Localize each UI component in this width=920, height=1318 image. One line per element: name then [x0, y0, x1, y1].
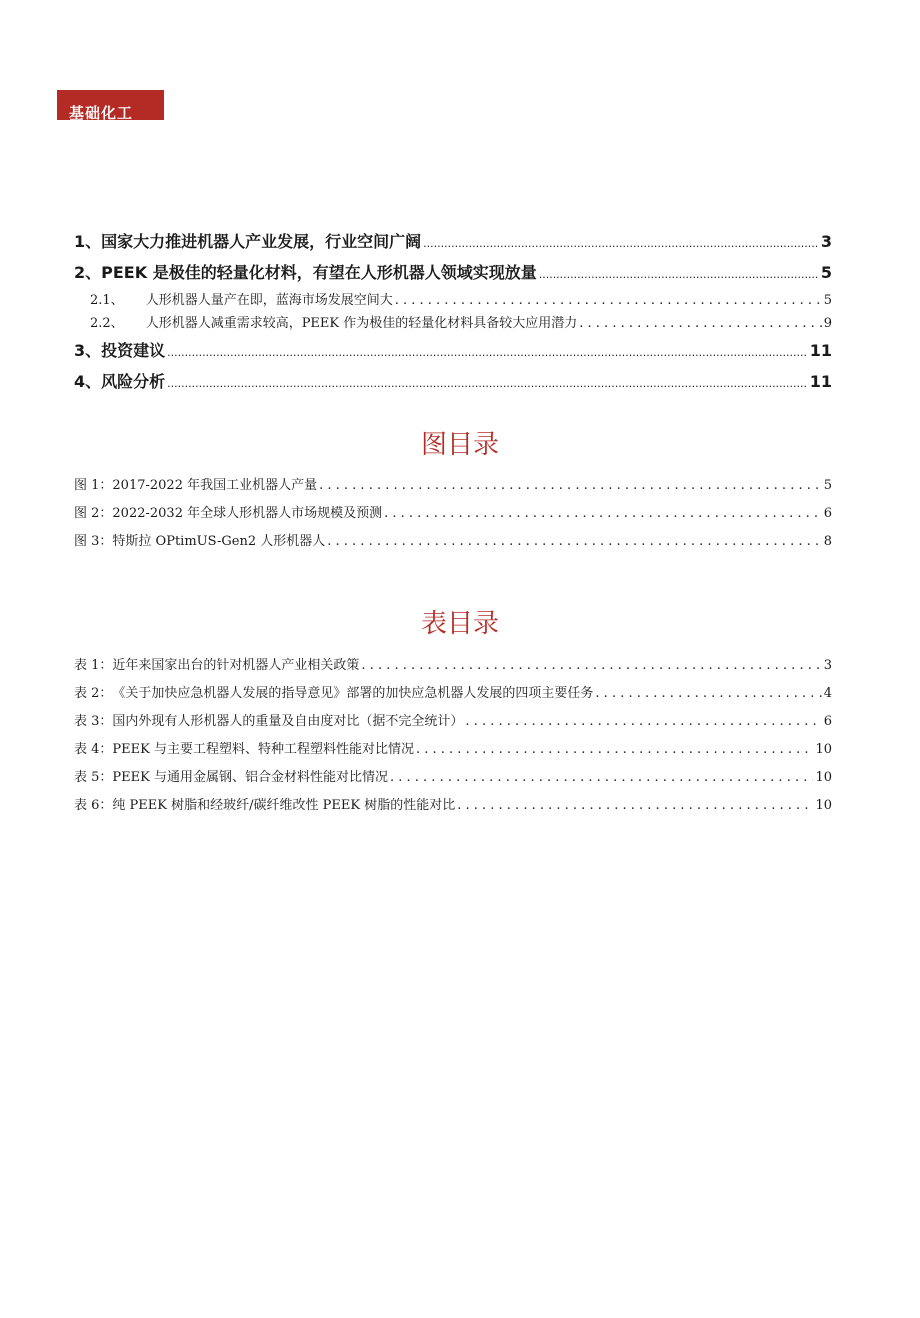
toc-entry[interactable]	[90, 312, 832, 331]
figures-heading: 图目录	[420, 430, 499, 460]
table-title: 《关于加快应急机器人发展的指导意见》部署的加快应急机器人发展的四项主要任务	[112, 686, 594, 701]
table-title: PEEK 与通用金属钢、铝合金材料性能对比情况	[112, 770, 388, 785]
figure-label: 图 1：	[74, 478, 113, 493]
table-title: 纯 PEEK 树脂和经玻纤/碳纤维改性 PEEK 树脂的性能对比	[112, 798, 456, 813]
toc-entry[interactable]	[74, 260, 832, 283]
toc-page: 11	[809, 341, 832, 360]
toc-number: 4、	[74, 372, 102, 391]
table-title: 国内外现有人形机器人的重量及自由度对比（据不完全统计）	[112, 714, 464, 729]
figure-title: 2017-2022 年我国工业机器人产量	[112, 478, 318, 493]
toc-number: 2、	[74, 263, 102, 282]
toc-entry[interactable]	[74, 229, 832, 252]
toc-title: 风险分析	[101, 372, 166, 391]
table-page: 6	[823, 714, 832, 729]
figure-page: 6	[823, 506, 832, 521]
table-page: 10	[815, 798, 832, 813]
figure-title: 特斯拉 OPtimUS-Gen2 人形机器人	[112, 534, 326, 549]
toc-page: 3	[820, 232, 832, 251]
toc-title: 人形机器人量产在即，蓝海市场发展空间大	[145, 293, 393, 308]
toc-title: 投资建议	[101, 341, 166, 360]
dot-leader	[395, 293, 822, 308]
table-label: 表 4：	[74, 742, 113, 757]
dot-leader	[361, 658, 821, 673]
dot-leader	[390, 770, 813, 785]
table-label: 表 2：	[74, 686, 113, 701]
toc-entry[interactable]	[90, 289, 832, 308]
dot-leader	[319, 478, 822, 493]
toc-entry[interactable]	[74, 369, 832, 392]
toc-number: 3、	[74, 341, 102, 360]
dot-leader	[416, 742, 813, 757]
toc-title: 人形机器人减重需求较高，PEEK 作为极佳的轻量化材料具备较大应用潜力	[145, 316, 578, 331]
dot-leader	[579, 316, 821, 331]
dot-leader	[327, 534, 821, 549]
dot-leader	[384, 506, 822, 521]
toc-page: 11	[809, 372, 832, 391]
toc-page: 9	[823, 316, 832, 331]
table-label: 表 3：	[74, 714, 113, 729]
section-tag-label: 基础化工	[69, 104, 134, 120]
table-entry[interactable]	[74, 654, 832, 673]
toc-number: 1、	[74, 232, 102, 251]
toc-entry[interactable]	[74, 338, 832, 361]
tables-heading: 表目录	[420, 609, 499, 639]
table-entry[interactable]	[74, 738, 832, 757]
table-page: 10	[815, 742, 832, 757]
figure-title: 2022-2032 年全球人形机器人市场规模及预测	[112, 506, 383, 521]
table-title: PEEK 与主要工程塑料、特种工程塑料性能对比情况	[112, 742, 414, 757]
table-label: 表 1：	[74, 658, 113, 673]
dot-leader	[539, 263, 819, 282]
figure-page: 5	[823, 478, 832, 493]
figure-page: 8	[823, 534, 832, 549]
toc-number: 2.1、	[90, 293, 124, 308]
dot-leader	[423, 232, 819, 251]
dot-leader	[167, 341, 808, 360]
table-label: 表 5：	[74, 770, 113, 785]
table-page: 10	[815, 770, 832, 785]
toc-title: PEEK 是极佳的轻量化材料，有望在人形机器人领域实现放量	[101, 263, 537, 282]
table-entry[interactable]	[74, 794, 832, 813]
section-tag	[57, 90, 164, 120]
table-page: 3	[823, 658, 832, 673]
toc-number: 2.2、	[90, 316, 124, 331]
dot-leader	[595, 686, 821, 701]
toc-page: 5	[823, 293, 832, 308]
figure-label: 图 2：	[74, 506, 113, 521]
dot-leader	[457, 798, 813, 813]
table-title: 近年来国家出台的针对机器人产业相关政策	[112, 658, 360, 673]
dot-leader	[465, 714, 821, 729]
toc-title: 国家大力推进机器人产业发展，行业空间广阔	[101, 232, 422, 251]
table-page: 4	[823, 686, 832, 701]
figure-label: 图 3：	[74, 534, 113, 549]
figure-entry[interactable]	[74, 502, 832, 521]
toc-page: 5	[820, 263, 832, 282]
figure-entry[interactable]	[74, 474, 832, 493]
dot-leader	[167, 372, 808, 391]
table-entry[interactable]	[74, 766, 832, 785]
table-entry[interactable]	[74, 682, 832, 701]
figure-entry[interactable]	[74, 530, 832, 549]
table-entry[interactable]	[74, 710, 832, 729]
table-label: 表 6：	[74, 798, 113, 813]
